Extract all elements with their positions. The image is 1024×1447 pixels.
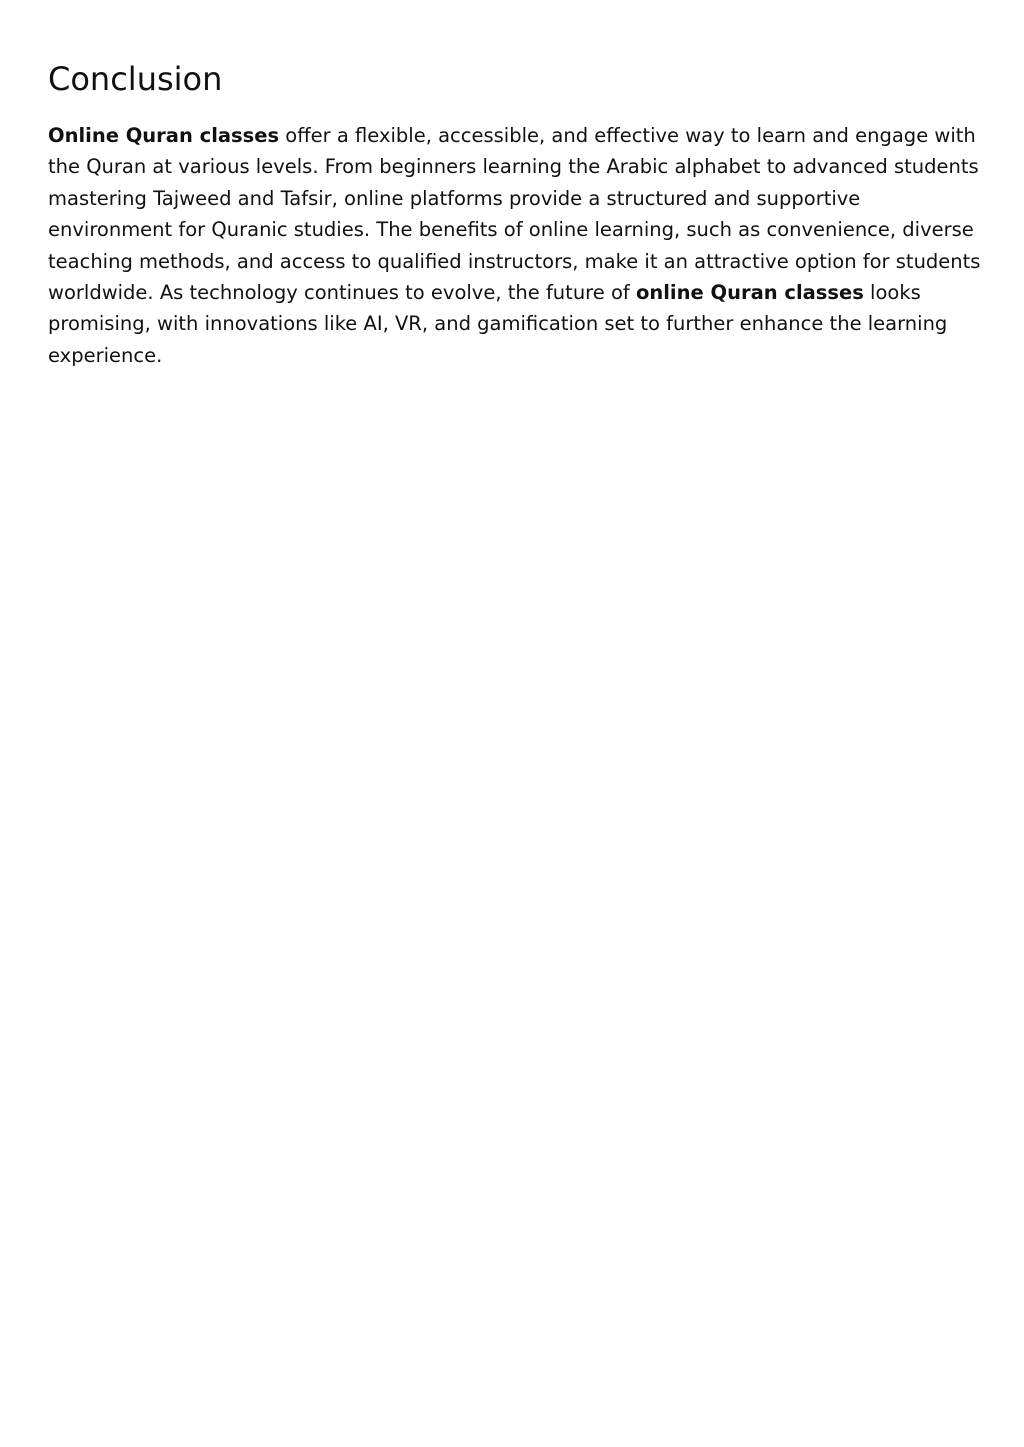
paragraph-text: offer a flexible, accessible, and effective way to learn and engage with the Quran at various levels. From beginners learning the Arabic alphabet to advanced students mastering Tajweed and Tafsir, online platforms provide a structured and supportive environment for Quranic studies. The benefits of online learning, such as convenience, diverse teaching methods, and access to qualified instructors, make it an attractive option for students worldwide. As technology continues to evolve, the future of (48, 124, 981, 305)
bold-keyword: online Quran classes (635, 281, 864, 305)
document-page (48, 55, 984, 371)
section-heading: Conclusion (48, 60, 223, 98)
bold-keyword: Online Quran classes (48, 124, 280, 147)
paragraph-text: looks promising, with innovations like AI, VR, and gamification set to further enhance the learning experience. (48, 281, 948, 367)
conclusion-paragraph (48, 120, 984, 371)
